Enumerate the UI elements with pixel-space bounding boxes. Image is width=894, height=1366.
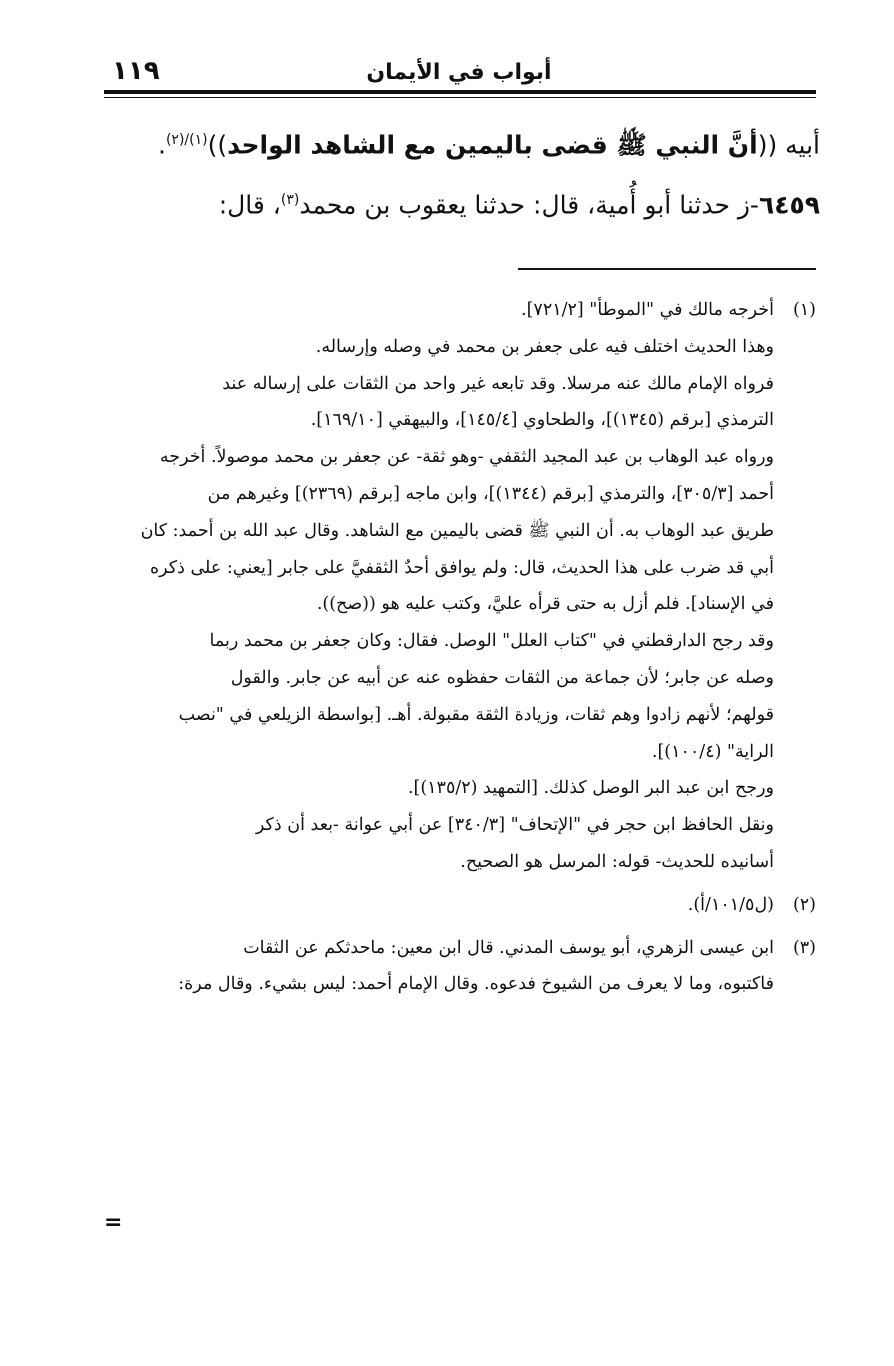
footnote-1-line: وصله عن جابر؛ لأن جماعة من الثقات حفظوه عنه عن أبيه عن جابر. والقول xyxy=(230,667,774,688)
footnote-1-body xyxy=(104,329,816,881)
footnote-1-line: أحمد [٣٠٥/٣]، والترمذي [برقم (١٣٤٤)]، وابن ماجه [برقم (٢٣٦٩)] وغيرهم من xyxy=(207,483,774,504)
footnote-1-line: وقد رجح الدارقطني في "كتاب العلل" الوصل. فقال: وكان جعفر بن محمد ربما xyxy=(209,631,774,652)
footnote-1 xyxy=(104,292,816,881)
footnote-separator xyxy=(518,268,816,270)
footnote-1-line: أبي قد ضرب على هذا الحديث، قال: ولم يوافق أحدٌ الثقفيَّ على جابر [يعني: على ذكره xyxy=(149,557,774,578)
footnote-1-first-line: أخرجه مالك في "الموطأ" [٧٢١/٢]. xyxy=(521,300,774,320)
footnote-1-line: وهذا الحديث اختلف فيه على جعفر بن محمد في وصله وإرساله. xyxy=(315,336,774,357)
footnote-1-line: ونقل الحافظ ابن حجر في "الإتحاف" [٣٤٠/٣] عن أبي عوانة -بعد أن ذكر xyxy=(255,815,774,836)
continuation-mark: = xyxy=(104,1210,123,1235)
header-rule-thick xyxy=(104,90,816,94)
footnote-1-line: طريق عبد الوهاب به. أن النبي ﷺ قضى باليمين مع الشاهد. وقال عبد الله بن أحمد: كان xyxy=(140,520,774,541)
running-title: أبواب في الأيمان xyxy=(366,60,552,85)
footnote-2-text: (ل١٠١/٥/أ). xyxy=(687,894,774,915)
footnote-1-line: قولهم؛ لأنهم زادوا وهم ثقات، وزيادة الثقة مقبولة. أهـ. [بواسطة الزيلعي في "نصب xyxy=(178,704,774,725)
page-number: ١١٩ xyxy=(112,56,160,86)
footnote-1-line: في الإسناد]. فلم أزل به حتى قرأه عليَّ، وكتب عليه هو ((صح)). xyxy=(316,594,774,615)
footnote-ref-3: (٣) xyxy=(280,192,300,208)
footnote-1-number: (١) xyxy=(792,300,816,320)
header-rule-thin xyxy=(104,97,816,98)
footnote-1-line: الترمذي [برقم (١٣٤٥)]، والطحاوي [١٤٥/٤]، والبيهقي [١٦٩/١٠]. xyxy=(310,410,774,431)
footnote-2-number: (٢) xyxy=(792,894,816,915)
hadith-quote: أنَّ النبي ﷺ قضى باليمين مع الشاهد الواحد xyxy=(227,130,758,160)
line1-suffix: )) xyxy=(207,130,228,160)
footnote-2 xyxy=(104,887,816,924)
main-line-1 xyxy=(70,110,820,170)
footnote-3 xyxy=(104,930,816,1004)
footnotes xyxy=(104,292,816,1009)
footnote-3-number: (٣) xyxy=(792,937,816,958)
footnote-1-line: ورجح ابن عبد البر الوصل كذلك. [التمهيد (١٣٥/٢)]. xyxy=(407,778,774,799)
main-line-2 xyxy=(70,170,820,230)
line1-end: . xyxy=(157,130,166,160)
footnote-1-line: ورواه عبد الوهاب بن عبد المجيد الثقفي -وهو ثقة- عن جعفر بن محمد موصولاً. أخرجه xyxy=(159,447,774,468)
footnote-1-line: أسانيده للحديث- قوله: المرسل هو الصحيح. xyxy=(460,851,774,872)
line2-end: ، قال: xyxy=(218,190,281,220)
footnote-1-line: فرواه الإمام مالك عنه مرسلا. وقد تابعه غير واحد من الثقات على إرساله عند xyxy=(222,373,774,394)
main-text xyxy=(70,110,820,230)
footnote-refs-1-2: (١)/(٢) xyxy=(165,132,208,148)
footnote-1-line: الراية" (١٠٠/٤)]. xyxy=(651,741,774,762)
line1-prefix: أبيه (( xyxy=(757,130,820,160)
footnote-3-line: فاكتبوه، وما لا يعرف من الشيوخ فدعوه. وقال الإمام أحمد: ليس بشيء. وقال مرة: xyxy=(178,974,774,995)
page-header xyxy=(104,52,814,92)
line2-text: -ز حدثنا أبو أُمية، قال: حدثنا يعقوب بن محمد xyxy=(299,190,759,220)
hadith-number: ٦٤٥٩ xyxy=(758,190,820,220)
footnote-3-body xyxy=(104,966,816,1003)
footnote-3-first-line: ابن عيسى الزهري، أبو يوسف المدني. قال ابن معين: ماحدثكم عن الثقات xyxy=(243,937,774,958)
